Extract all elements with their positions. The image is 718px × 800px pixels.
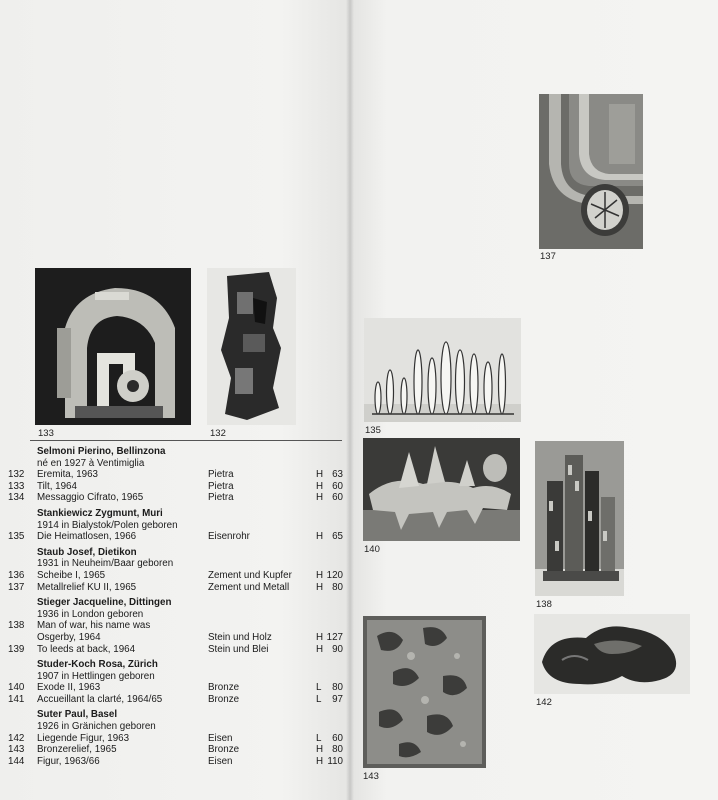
work-dimension-value: 80	[332, 682, 343, 694]
work-number: 140	[8, 682, 25, 694]
work-number: 137	[8, 581, 25, 593]
work-material: Pietra	[208, 469, 234, 481]
work-dimension-value: 60	[332, 480, 343, 492]
work-material: Bronze	[208, 693, 240, 705]
work-material: Eisen	[208, 732, 233, 744]
artist-entry	[0, 597, 346, 655]
work-number: 144	[8, 755, 25, 767]
sculpture-photo-142	[534, 614, 690, 694]
artist-bio: 1931 in Neuheim/Baar geboren	[37, 558, 174, 570]
work-title: Accueillant la clarté, 1964/65	[37, 693, 163, 705]
sculpture-photo-137	[539, 94, 643, 249]
work-dimension-label: H	[316, 569, 324, 581]
work-dimension-label: H	[316, 631, 324, 643]
work-title: Tilt, 1964	[37, 480, 77, 492]
work-title: Bronzerelief, 1965	[37, 744, 117, 756]
work-dimension-label: H	[316, 492, 324, 504]
work-number: 138	[8, 620, 25, 632]
artist-bio: 1936 in London geboren	[37, 608, 144, 620]
artist-name-line	[0, 508, 346, 520]
work-material: Eisenrohr	[208, 531, 250, 543]
work-dimension-value: 127	[326, 631, 343, 643]
page-gutter	[346, 0, 354, 800]
sculpture-photo-138	[535, 441, 624, 596]
work-dimension-value: 120	[326, 569, 343, 581]
work-row	[0, 694, 346, 706]
catalog-list	[0, 446, 346, 767]
work-title: Liegende Figur, 1963	[37, 732, 130, 744]
work-dimension-value: 80	[332, 581, 343, 593]
work-title: Man of war, his name was	[37, 620, 151, 632]
artist-bio: né en 1927 à Ventimiglia	[37, 457, 145, 469]
work-dimension-value: 90	[332, 643, 343, 655]
work-number: 136	[8, 569, 25, 581]
artist-info-line	[0, 609, 346, 621]
work-title: Osgerby, 1964	[37, 631, 101, 643]
work-row	[0, 570, 346, 582]
work-material: Pietra	[208, 480, 234, 492]
work-number: 132	[8, 469, 25, 481]
artist-name: Suter Paul, Basel	[37, 709, 118, 721]
work-material: Zement und Kupfer	[208, 569, 292, 581]
sculpture-photo-143	[363, 616, 486, 768]
artist-entry	[0, 659, 346, 705]
work-number: 139	[8, 643, 25, 655]
plate-caption-137: 137	[540, 251, 556, 262]
work-title: Scheibe I, 1965	[37, 569, 106, 581]
plate-caption-142: 142	[536, 697, 552, 708]
work-number: 143	[8, 744, 25, 756]
work-row	[0, 469, 346, 481]
artist-name-line	[0, 597, 346, 609]
artist-entry	[0, 446, 346, 504]
work-dimension-value: 110	[327, 755, 343, 767]
artist-entry	[0, 508, 346, 543]
work-dimension-label: L	[316, 682, 322, 694]
work-dimension-value: 60	[332, 732, 343, 744]
work-title: Eremita, 1963	[37, 469, 98, 481]
work-dimension-label: H	[316, 469, 324, 481]
artist-bio: 1907 in Hettlingen geboren	[37, 670, 155, 682]
artist-name: Selmoni Pierino, Bellinzona	[37, 446, 166, 457]
work-row	[0, 492, 346, 504]
artist-bio: 1926 in Gränichen geboren	[37, 721, 156, 733]
artist-name: Staub Josef, Dietikon	[37, 546, 137, 558]
sculpture-photo-133	[35, 268, 191, 425]
artist-entry	[0, 709, 346, 767]
work-title: Exode II, 1963	[37, 682, 101, 694]
artist-bio: 1914 in Bialystok/Polen geboren	[37, 519, 178, 531]
plate-caption-138: 138	[536, 599, 552, 610]
artist-name-line	[0, 709, 346, 721]
plate-caption-135: 135	[365, 425, 381, 436]
work-dimension-label: H	[316, 480, 324, 492]
work-material: Eisen	[208, 755, 233, 767]
plate-caption-132: 132	[210, 428, 226, 439]
work-number: 142	[8, 732, 25, 744]
work-row	[0, 644, 346, 656]
work-number: 134	[8, 492, 25, 504]
plate-caption-140: 140	[364, 544, 380, 555]
work-row	[0, 531, 346, 543]
work-dimension-value: 97	[332, 693, 343, 705]
work-dimension-value: 65	[332, 531, 343, 543]
divider-rule	[30, 440, 342, 441]
work-number: 141	[8, 693, 25, 705]
work-dimension-value: 60	[332, 492, 343, 504]
work-dimension-label: L	[316, 732, 322, 744]
artist-info-line	[0, 520, 346, 532]
sculpture-photo-132	[207, 268, 296, 425]
plate-caption-143: 143	[363, 771, 379, 782]
work-material: Stein und Holz	[208, 631, 272, 643]
work-row	[0, 481, 346, 493]
artist-entry	[0, 547, 346, 593]
work-material: Pietra	[208, 492, 234, 504]
work-number: 135	[8, 531, 25, 543]
work-title: Figur, 1963/66	[37, 755, 100, 767]
artist-name: Stieger Jacqueline, Dittingen	[37, 597, 172, 609]
work-material: Bronze	[208, 682, 240, 694]
work-material: Bronze	[208, 744, 240, 756]
work-dimension-label: L	[316, 693, 322, 705]
sculpture-photo-140	[363, 438, 520, 541]
work-row	[0, 620, 346, 632]
work-dimension-value: 80	[332, 744, 343, 756]
work-row	[0, 744, 346, 756]
work-dimension-label: H	[316, 755, 324, 767]
work-row	[0, 582, 346, 594]
work-row	[0, 756, 346, 768]
work-material: Zement und Metall	[208, 581, 290, 593]
work-dimension-label: H	[316, 531, 324, 543]
work-row	[0, 733, 346, 745]
artist-info-line	[0, 721, 346, 733]
artist-name: Studer-Koch Rosa, Zürich	[37, 659, 158, 671]
work-dimension-value: 63	[332, 469, 343, 481]
work-title: Metallrelief KU II, 1965	[37, 581, 137, 593]
work-title: To leeds at back, 1964	[37, 643, 136, 655]
work-dimension-label: H	[316, 643, 324, 655]
artist-info-line	[0, 671, 346, 683]
sculpture-photo-135	[364, 318, 521, 422]
work-title: Die Heimatlosen, 1966	[37, 531, 137, 543]
work-material: Stein und Blei	[208, 643, 269, 655]
work-dimension-label: H	[316, 581, 324, 593]
artist-name-line	[0, 659, 346, 671]
work-number: 133	[8, 480, 25, 492]
artist-name: Stankiewicz Zygmunt, Muri	[37, 507, 163, 519]
artist-info-line	[0, 458, 346, 470]
artist-name-line	[0, 446, 346, 458]
work-row	[0, 682, 346, 694]
artist-info-line	[0, 558, 346, 570]
work-dimension-label: H	[316, 744, 324, 756]
work-row	[0, 632, 346, 644]
work-title: Messaggio Cifrato, 1965	[37, 492, 144, 504]
plate-caption-133: 133	[38, 428, 54, 439]
artist-name-line	[0, 547, 346, 559]
